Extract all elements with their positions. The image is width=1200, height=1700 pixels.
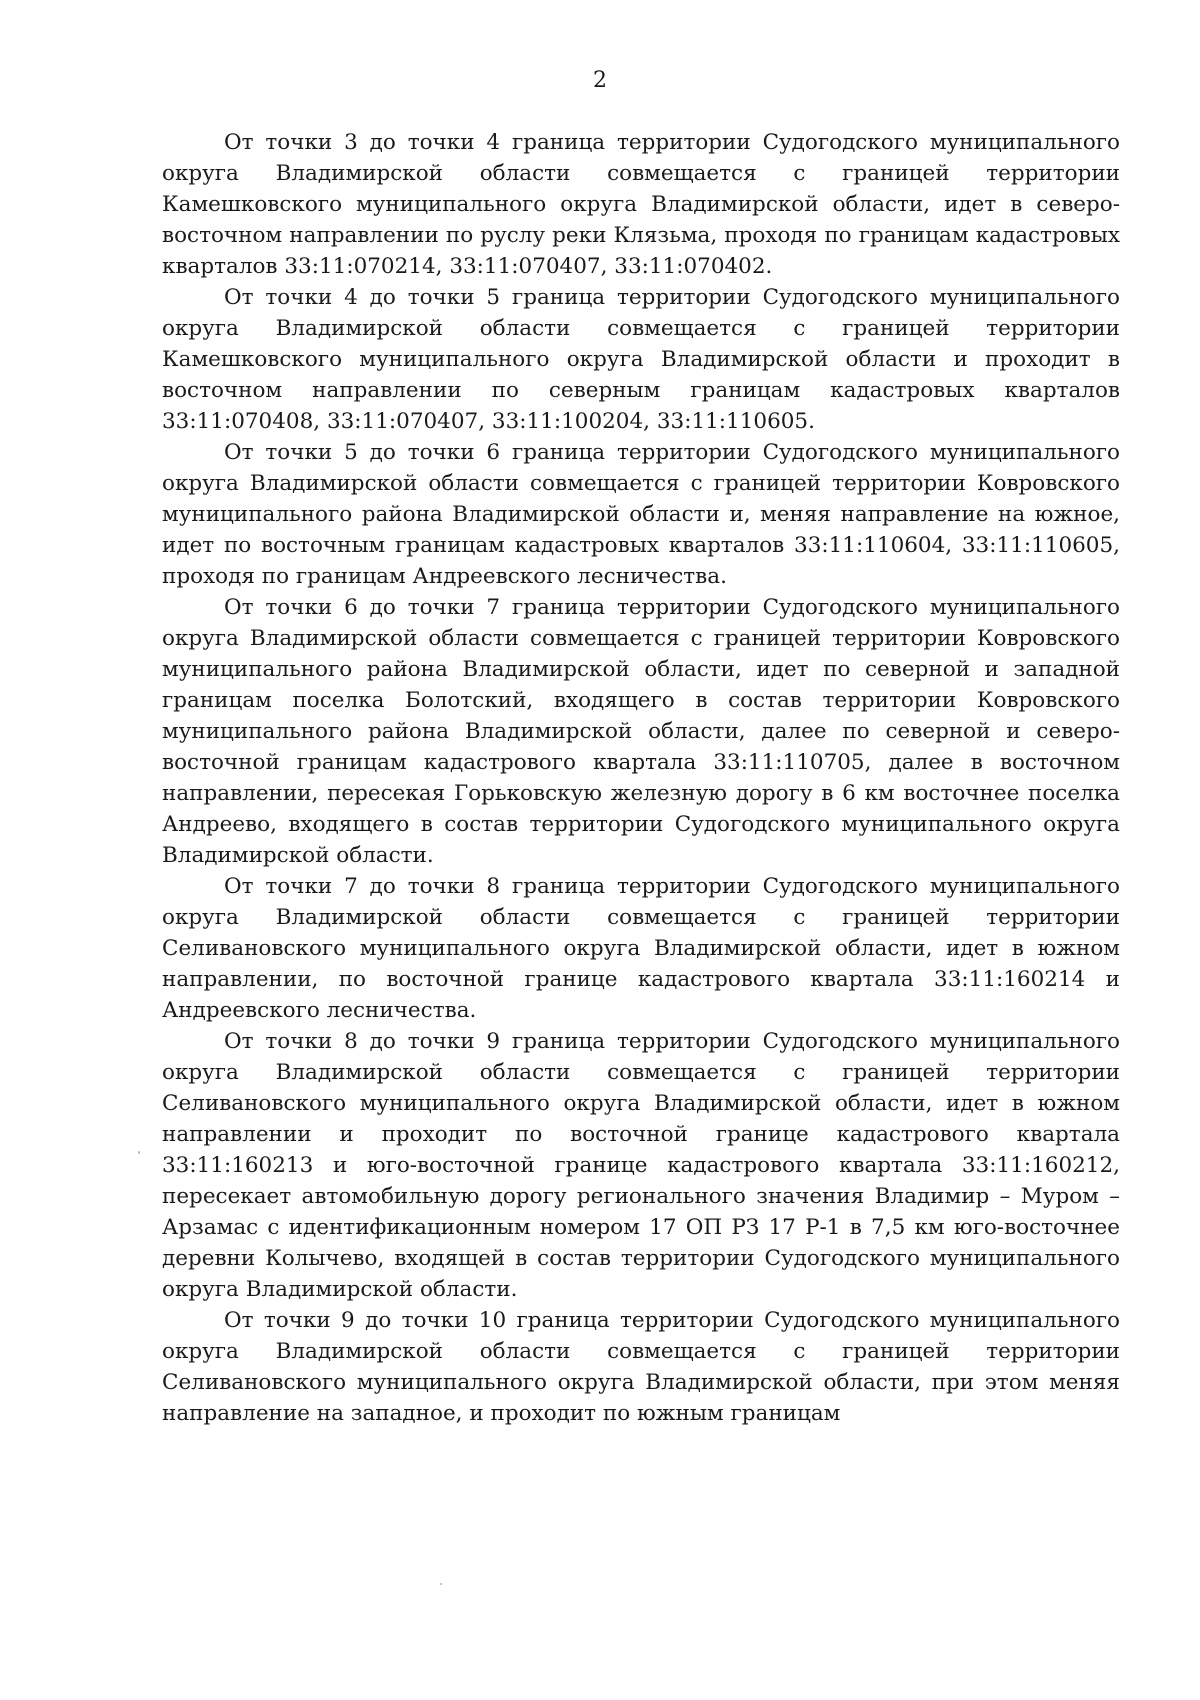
paragraph-point-5-6: От точки 5 до точки 6 граница территории Судогодского муниципального округа Владимирской области совмещается с границей территории Ковровского муниципального района Владимирской области и, меняя направление на южное, идет по восточным границам кадастровых кварталов 33:11:110604, 33:11:110605, проходя по границам Андреевского лесничества. [162, 440, 1120, 589]
scan-speck [440, 1583, 442, 1585]
page-number: 2 [593, 68, 607, 93]
paragraph-point-4-5: От точки 4 до точки 5 граница территории Судогодского муниципального округа Владимирской области совмещается с границей территории Камешковского муниципального округа Владимирской области и проходит в восточном направлении по северным границам кадастровых кварталов 33:11:070408, 33:11:070407, 33:11:100204, 33:11:110605. [162, 285, 1120, 434]
paragraph-point-9-10: От точки 9 до точки 10 граница территории Судогодского муниципального округа Владимирской области совмещается с границей территории Селивановского муниципального округа Владимирской области, при этом меняя направление на западное, и проходит по южным границам [162, 1308, 1120, 1426]
scan-speck [138, 1151, 140, 1154]
document-body [162, 127, 1120, 1429]
paragraph-point-8-9: От точки 8 до точки 9 граница территории Судогодского муниципального округа Владимирской области совмещается с границей территории Селивановского муниципального округа Владимирской области, идет в южном направлении и проходит по восточной границе кадастрового квартала 33:11:160213 и юго-восточной границе кадастрового квартала 33:11:160212, пересекает автомобильную дорогу регионального значения Владимир – Муром – Арзамас с идентификационным номером 17 ОП РЗ 17 Р-1 в 7,5 км юго-восточнее деревни Колычево, входящей в состав территории Судогодского муниципального округа Владимирской области. [162, 1029, 1120, 1302]
paragraph-point-7-8: От точки 7 до точки 8 граница территории Судогодского муниципального округа Владимирской области совмещается с границей территории Селивановского муниципального округа Владимирской области, идет в южном направлении, по восточной границе кадастрового квартала 33:11:160214 и Андреевского лесничества. [162, 874, 1120, 1023]
paragraph-point-3-4: От точки 3 до точки 4 граница территории Судогодского муниципального округа Владимирской области совмещается с границей территории Камешковского муниципального округа Владимирской области, идет в северо-восточном направлении по руслу реки Клязьма, проходя по границам кадастровых кварталов 33:11:070214, 33:11:070407, 33:11:070402. [162, 130, 1120, 279]
paragraph-point-6-7: От точки 6 до точки 7 граница территории Судогодского муниципального округа Владимирской области совмещается с границей территории Ковровского муниципального района Владимирской области, идет по северной и западной границам поселка Болотский, входящего в состав территории Ковровского муниципального района Владимирской области, далее по северной и северо-восточной границам кадастрового квартала 33:11:110705, далее в восточном направлении, пересекая Горьковскую железную дорогу в 6 км восточнее поселка Андреево, входящего в состав территории Судогодского муниципального округа Владимирской области. [162, 595, 1120, 868]
